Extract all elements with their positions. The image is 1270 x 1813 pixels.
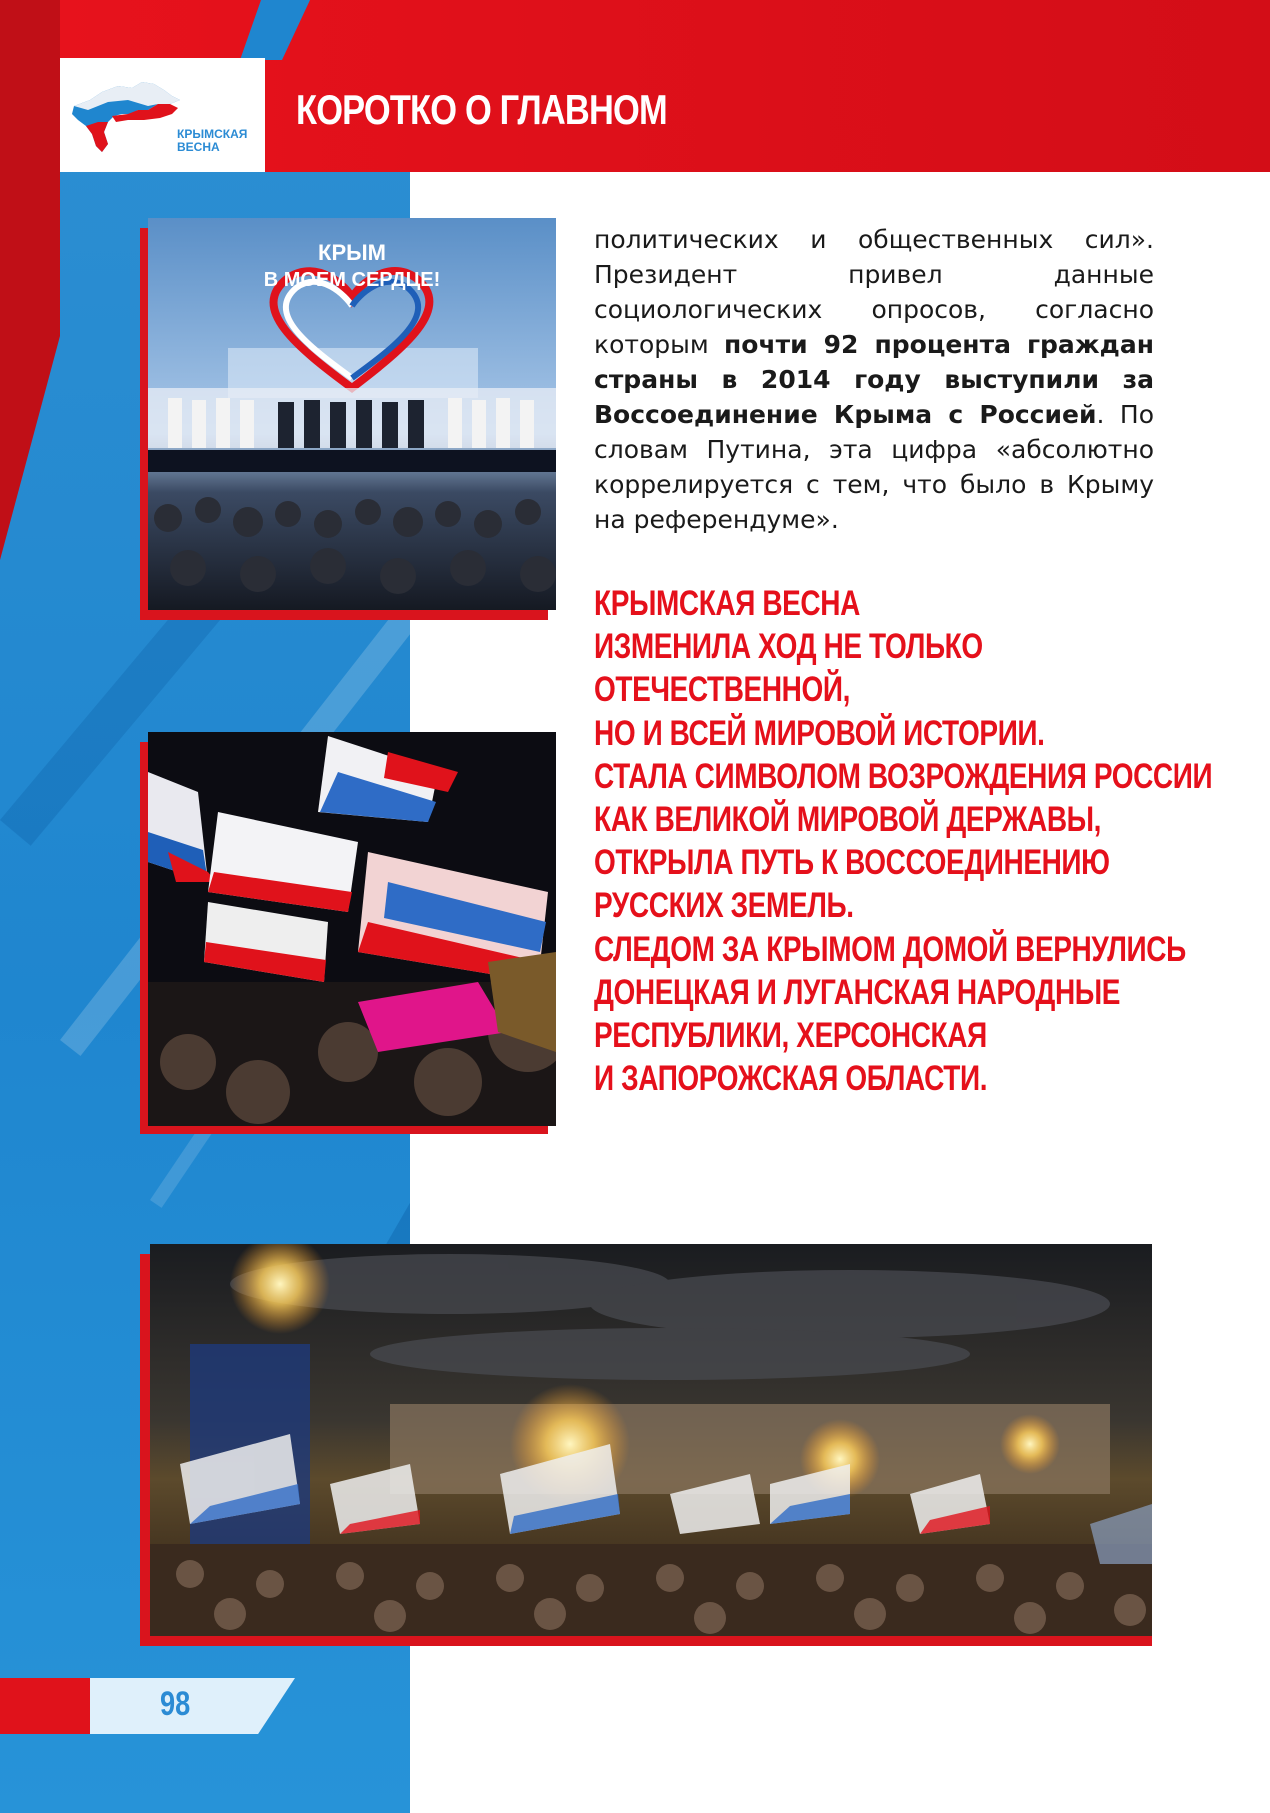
logo-line2: ВЕСНА xyxy=(177,140,220,154)
headline-line: КАК ВЕЛИКОЙ МИРОВОЙ ДЕРЖАВЫ, xyxy=(594,800,1102,840)
body-text-tail: . По словам Путина, эта цифра «абсолютно коррелируется с тем, что было в Крыму на референдуме». xyxy=(594,400,1154,534)
headline-line: СТАЛА СИМВОЛОМ ВОЗРОЖДЕНИЯ РОССИИ xyxy=(594,756,1213,796)
headline-line: РЕСПУБЛИКИ, ХЕРСОНСКАЯ xyxy=(594,1016,987,1056)
crimea-map-icon xyxy=(68,70,188,160)
headline-line: ОТЕЧЕСТВЕННОЙ, xyxy=(594,670,850,710)
body-paragraph xyxy=(594,222,1154,537)
logo xyxy=(60,58,265,172)
photo-flags-rally xyxy=(148,732,556,1126)
headline-line: ДОНЕЦКАЯ И ЛУГАНСКАЯ НАРОДНЫЕ xyxy=(594,972,1121,1012)
photo-concert-stage xyxy=(148,218,556,610)
headline-block xyxy=(594,582,1213,1100)
headline-line: ОТКРЫЛА ПУТЬ К ВОССОЕДИНЕНИЮ xyxy=(594,843,1110,883)
photo-night-square xyxy=(150,1244,1152,1636)
headline-line: РУССКИХ ЗЕМЕЛЬ. xyxy=(594,886,854,926)
page-number-red-tab xyxy=(0,1678,95,1734)
photo1-sign-line2: В МОЕМ СЕРДЦЕ! xyxy=(263,269,441,291)
headline-line: ИЗМЕНИЛА ХОД НЕ ТОЛЬКО xyxy=(594,627,983,667)
page-number: 98 xyxy=(160,1685,191,1723)
body-text-bold: почти 92 процента граждан страны в 2014 году выступили за Воссоединение Крыма с Россией xyxy=(594,330,1154,429)
page-title: КОРОТКО О ГЛАВНОМ xyxy=(296,86,667,133)
photo1-sign-line1: КРЫМ xyxy=(318,240,386,265)
logo-text xyxy=(177,128,247,154)
headline-line: КРЫМСКАЯ ВЕСНА xyxy=(594,584,860,623)
headline-line: И ЗАПОРОЖСКАЯ ОБЛАСТИ. xyxy=(594,1059,988,1099)
headline-line: НО И ВСЕЙ МИРОВОЙ ИСТОРИИ. xyxy=(594,713,1045,753)
body-text-start: политических и общественных сил». Президент привел данные социологических опросов, согласно которым xyxy=(594,225,1154,359)
headline-line: СЛЕДОМ ЗА КРЫМОМ ДОМОЙ ВЕРНУЛИСЬ xyxy=(594,929,1186,969)
logo-line1: КРЫМСКАЯ xyxy=(177,127,248,141)
